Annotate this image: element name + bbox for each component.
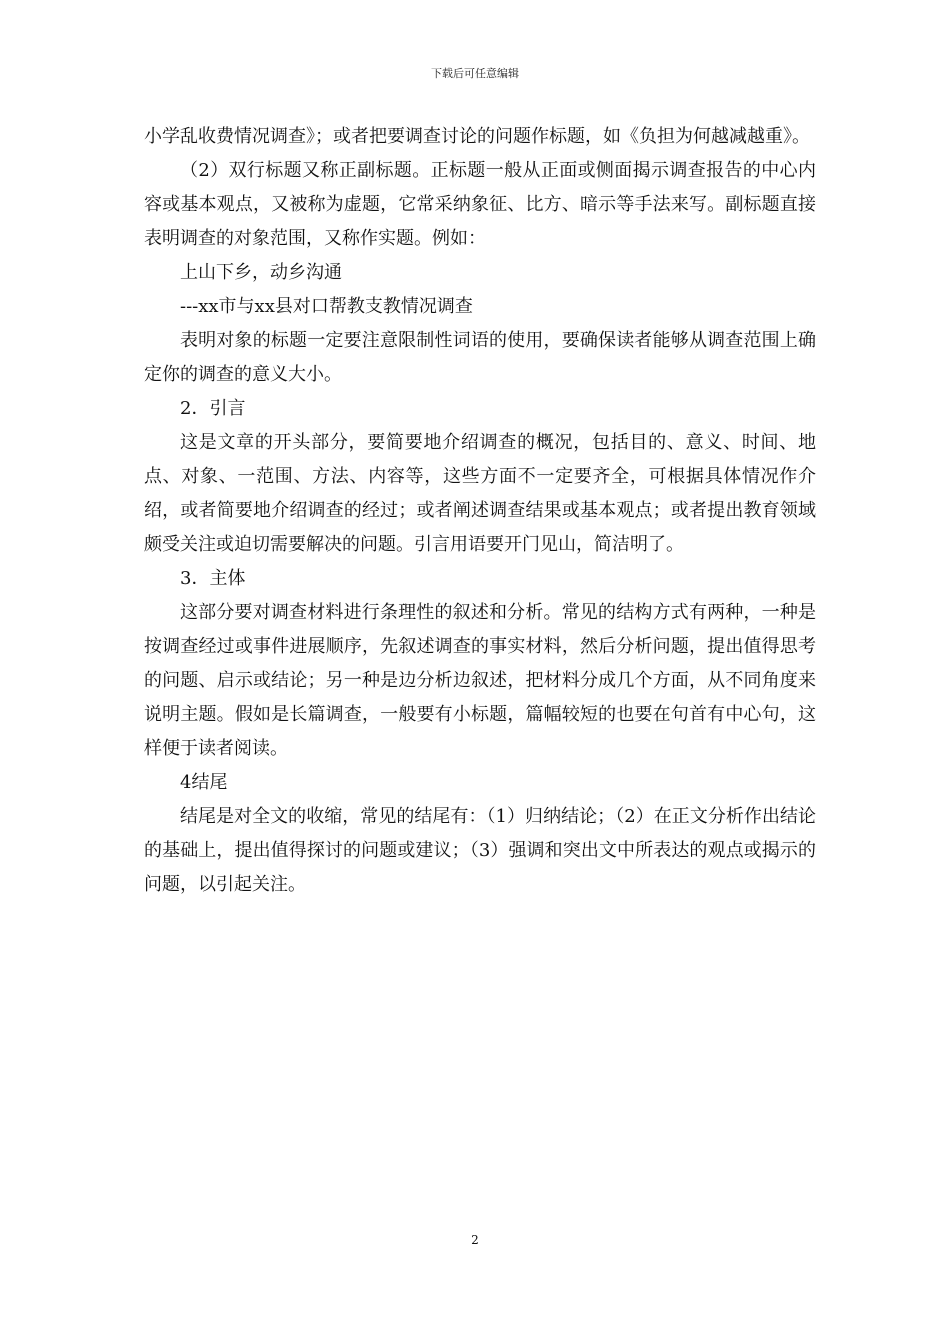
- section-heading-introduction: 2．引言: [180, 398, 246, 419]
- page-number: 2: [471, 1233, 479, 1247]
- paragraph-object-title: 表明对象的标题一定要注意限制性词语的使用，要确保读者能够从调查范围上确定你的调查的意义大小。: [144, 330, 816, 385]
- paragraph-double-title: （2）双行标题又称正副标题。正标题一般从正面或侧面揭示调查报告的中心内容或基本观点，又被称为虚题，它常采纳象征、比方、暗示等手法来写。副标题直接表明调查的对象范围，又称作实题。例如：: [144, 160, 816, 249]
- paragraph-introduction: 这是文章的开头部分，要简要地介绍调查的概况，包括目的、意义、时间、地点、对象、一范围、方法、内容等，这些方面不一定要齐全，可根据具体情况作介绍，或者简要地介绍调查的经过；或者阐述调查结果或基本观点；或者提出教育领域颇受关注或迫切需要解决的问题。引言用语要开门见山，简洁明了。: [144, 432, 816, 555]
- paragraph-conclusion: 结尾是对全文的收缩，常见的结尾有：（1）归纳结论；（2）在正文分析作出结论的基础上，提出值得探讨的问题或建议；（3）强调和突出文中所表达的观点或揭示的问题，以引起关注。: [144, 806, 816, 895]
- paragraph-title-example-end: 小学乱收费情况调查》；或者把要调查讨论的问题作标题，如《负担为何越减越重》。: [144, 126, 810, 147]
- example-sub-title: ---xx市与xx县对口帮教支教情况调查: [180, 296, 473, 317]
- section-heading-body: 3．主体: [180, 568, 246, 589]
- section-heading-conclusion: 4结尾: [180, 772, 228, 793]
- page-header: 下载后可任意编辑: [431, 67, 519, 80]
- paragraph-body: 这部分要对调查材料进行条理性的叙述和分析。常见的结构方式有两种，一种是按调查经过或事件进展顺序，先叙述调查的事实材料，然后分析问题，提出值得思考的问题、启示或结论；另一种是边分析边叙述，把材料分成几个方面，从不同角度来说明主题。假如是长篇调查，一般要有小标题，篇幅较短的也要在句首有中心句，这样便于读者阅读。: [144, 602, 816, 759]
- document-body: [144, 120, 816, 902]
- example-main-title: 上山下乡，动乡沟通: [180, 262, 342, 283]
